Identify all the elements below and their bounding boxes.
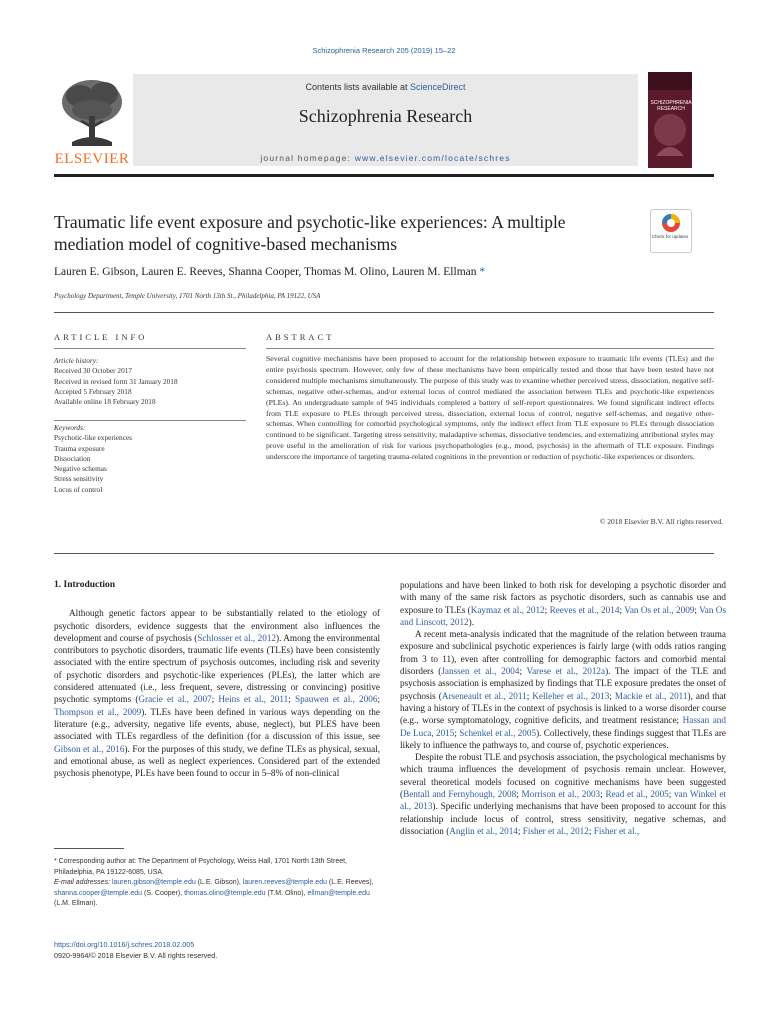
body-text-run: populations and have been linked to both risk for developing a psychotic disorder and with many of the same risk factors as psychotic disorders, such as cannabis use and exposure to TLEs ( [400, 580, 726, 615]
doi-block [54, 940, 217, 961]
citation-link[interactable]: Morrison et al., 2003 [521, 789, 601, 800]
email-addresses [54, 878, 386, 910]
email-owner: (T.M. Olino), [265, 889, 308, 897]
contents-prefix: Contents lists available at [305, 82, 411, 92]
body-text-run: A recent meta-analysis indicated that the magnitude of the relation between trauma exposure and subclinical psychotic experiences is fairly large (with odds ratios ranging from 3 to 11), even after controlling for demographic factors and comorbid mental disorders ( [400, 629, 726, 677]
abstract-copyright: © 2018 Elsevier B.V. All rights reserved. [599, 517, 723, 526]
cover-art-icon [648, 72, 692, 168]
body-rule [54, 553, 714, 554]
body-text-run: ), and that having a history of TLEs in the context of psychosis is linked to a worse disorder course (e.g., worse symptomatology, cognitive deficits, and treatment resistance; [400, 690, 727, 726]
author-list [54, 266, 485, 278]
citation-link[interactable]: Hassan and De Luca, 2015 [400, 715, 726, 738]
homepage-link[interactable]: www.elsevier.com/locate/schres [354, 153, 511, 163]
header-rule [54, 174, 714, 177]
journal-citation[interactable]: Schizophrenia Research 205 (2019) 15–22 [312, 46, 456, 55]
body-column-right [400, 579, 726, 837]
history-item: Received in revised form 31 January 2018 [54, 376, 178, 386]
keyword-item: Negative schemas [54, 464, 107, 474]
citation-link[interactable]: Reeves et al., 2014 [549, 604, 620, 615]
body-text-run: ). Specific underlying mechanisms that have been proposed to account for this relationship include locus of control, stress sensitivity, negative schemas, and dissociation ( [400, 801, 726, 836]
body-paragraph [400, 628, 726, 751]
email-link[interactable]: thomas.olino@temple.edu [184, 889, 266, 897]
article-title: Traumatic life event exposure and psychotic-like experiences: A multiple mediation model of cognitive-based mechanisms [54, 212, 566, 254]
doi-link[interactable]: https://doi.org/10.1016/j.schres.2018.02.005 [54, 940, 195, 949]
citation-link[interactable]: Van Os and Linscott, 2012 [400, 604, 727, 627]
citation-link[interactable]: van Winkel et al., 2013 [400, 789, 726, 812]
body-text-run: ; [454, 727, 460, 738]
history-item: Available online 18 February 2018 [54, 397, 156, 407]
citation-link[interactable]: Fisher et al., [593, 825, 640, 836]
check-updates-icon [651, 210, 691, 234]
email-owner: (L.M. Ellman). [54, 900, 98, 908]
history-item: Accepted 5 February 2018 [54, 386, 132, 396]
body-text-run: ; [517, 825, 523, 836]
citation-link[interactable]: Thompson et al., 2009 [54, 706, 142, 717]
body-text-run: ; [600, 789, 606, 800]
email-owner: (L.E. Reeves), [326, 879, 374, 887]
email-label: E-mail addresses: [54, 879, 112, 887]
body-text-run: Although genetic factors appear to be substantially related to the etiology of psychotic disorders, evidence suggests that the environment also influences the development and course of psychosis ( [54, 608, 380, 643]
citation-link[interactable]: Bentall and Fernyhough, 2008 [403, 789, 517, 800]
history-item: Received 30 October 2017 [54, 366, 133, 376]
email-link[interactable]: lauren.gibson@temple.edu [111, 879, 196, 887]
email-owner: (L.E. Gibson), [195, 879, 243, 887]
body-text-run: ). Among the environmental contributors to psychotic disorders, traumatic life events (TLEs) have been consistently associated with the entire spectrum of psychosis outcomes, including risk and severity of psychotic disorders and psychotic-like experiences (PLEs), the latter which are considered attenuated (i.e., less frequent, severe, distressing or convincing) positive psychotic symptoms ( [54, 632, 380, 705]
history-label: Article history: [54, 356, 99, 365]
citation-link[interactable]: Read et al., 2005 [605, 789, 669, 800]
abstract-rule [266, 348, 714, 349]
keywords-rule [54, 420, 246, 421]
citation-link[interactable]: Janssen et al., 2004 [441, 666, 520, 677]
keyword-item: Stress sensitivity [54, 474, 104, 484]
citation-link[interactable]: Schenkel et al., 2005 [459, 727, 537, 738]
citation-link[interactable]: Kelleher et al., 2013 [532, 690, 610, 701]
contents-available-line [133, 82, 638, 92]
journal-cover-thumbnail[interactable] [648, 72, 692, 168]
body-text-run: ; [694, 604, 700, 615]
keyword-item: Psychotic-like experiences [54, 433, 133, 443]
sciencedirect-link[interactable]: ScienceDirect [410, 82, 466, 92]
elsevier-wordmark: ELSEVIER [54, 151, 130, 167]
homepage-prefix: journal homepage: [260, 153, 355, 163]
body-text-run: ; [519, 666, 527, 677]
citation-link[interactable]: Mackie et al., 2011 [614, 690, 688, 701]
article-history [54, 356, 246, 407]
keyword-item: Dissociation [54, 453, 91, 463]
body-text-run: ). For the purposes of this study, we define TLEs as physical, sexual, and emotional abuse, as well as neglect experiences. Considered part of the extended psychosis phenotype, PLEs have been found to occur in 5–8% of non-clinical [54, 743, 380, 779]
citation-link[interactable]: Varese et al., 2012a [526, 666, 606, 677]
keyword-item: Trauma exposure [54, 443, 105, 453]
corresponding-address: * Corresponding author at: The Department of Psychology, Weiss Hall, 1701 North 13th Street, Philadelphia, PA 19122-6085, USA. [54, 858, 347, 876]
corresponding-author-mark[interactable]: * [476, 266, 486, 278]
body-text-run: ; [619, 604, 625, 615]
body-text-run: ; [377, 694, 380, 705]
section-heading-introduction: 1. Introduction [54, 580, 116, 590]
citation-link[interactable]: Arseneault et al., 2011 [441, 690, 527, 701]
keyword-item: Locus of control [54, 484, 103, 494]
body-text-run: ; [288, 694, 295, 705]
journal-title[interactable]: Schizophrenia Research [298, 106, 473, 126]
check-updates-label: Check for updates [651, 234, 689, 239]
body-text-run: ; [609, 690, 615, 701]
citation-link[interactable]: Van Os et al., 2009 [624, 604, 695, 615]
body-column-left [54, 579, 380, 779]
citation-link[interactable]: Gibson et al., 2016 [54, 743, 125, 754]
abstract-heading: ABSTRACT [266, 332, 335, 342]
body-text-run: ; [588, 825, 594, 836]
check-for-updates-button[interactable] [650, 209, 692, 253]
citation-link[interactable]: Anglin et al., 2014 [449, 825, 518, 836]
body-text-run: ; [211, 694, 219, 705]
citation-link[interactable]: Fisher et al., 2012 [522, 825, 589, 836]
citation-link[interactable]: Kaymaz et al., 2012 [470, 604, 545, 615]
body-text-run: ). The impact of the TLE and psychosis association is emphasized by findings that TLE exposure predates the onset of psychosis ( [400, 666, 727, 701]
citation-link[interactable]: Gracie et al., 2007 [138, 694, 212, 705]
body-text-run: Despite the robust TLE and psychosis association, the psychological mechanisms by which trauma influences the development of psychosis remain unclear. However, several theoretical models focused on cognitive mechanisms have been suggested ( [400, 752, 726, 800]
body-text-run: ). TLEs have been defined in various ways depending on the literature (e.g., adversity, negative life events, abuse, neglect), but PLES have been associated with TLEs regardless of the definition (for a discussion of this issue, see [54, 706, 380, 742]
email-link[interactable]: ellman@temple.edu [307, 889, 370, 897]
citation-link[interactable]: Heins et al., 2011 [218, 694, 289, 705]
keywords-label: Keywords: [54, 423, 86, 432]
cover-title: SCHIZOPHRENIA RESEARCH [650, 100, 692, 112]
section-rule [54, 312, 714, 313]
body-text-run: ; [526, 690, 533, 701]
article-info-heading: ARTICLE INFO [54, 332, 148, 342]
citation-link[interactable]: Schlosser et al., 2012 [197, 632, 277, 643]
keywords-list [54, 423, 246, 495]
corresponding-author-footnote [54, 857, 386, 910]
footnote-rule [54, 848, 124, 849]
authors-text: Lauren E. Gibson, Lauren E. Reeves, Shanna Cooper, Thomas M. Olino, Lauren M. Ellman [54, 266, 477, 278]
body-text-run: ). [468, 616, 475, 627]
body-paragraph [400, 751, 726, 837]
body-paragraph [54, 607, 380, 779]
body-paragraph [400, 579, 726, 628]
body-text-run: ; [544, 604, 550, 615]
article-info-rule [54, 348, 246, 349]
journal-homepage-line [133, 153, 638, 163]
body-text-run: ). Collectively, these findings suggest that TLEs are likely to influence the pathways to, and course of, psychotic experiences. [400, 727, 727, 750]
issn-copyright: 0920-9964/© 2018 Elsevier B.V. All rights reserved. [54, 950, 218, 960]
affiliation: Psychology Department, Temple University, 1701 North 13th St., Philadelphia, PA 19122, USA [54, 292, 321, 300]
abstract-text: Several cognitive mechanisms have been proposed to account for the relationship between exposure to traumatic life events (TLEs) and the entire psychosis spectrum. However, only few of these mechanisms have been empirically tested and those that have been tested have not considered multiple mechanisms simultaneously. The purpose of this study was to examine whether perceived stress, dissociation, negative self-schemas, negative other-schemas, and/or external locus of control mediated the association between TLEs and psychotic-like experiences (PLEs). An undergraduate sample of 945 individuals completed a battery of self-report questionnaires. We found significant indirect effects from TLE exposure to PLEs through perceived stress, dissociation, external locus of control, negative self-schemas, and negative other-schemas. When controlling for comorbid psychological symptoms, only the indirect effect from TLE exposure to PLEs through dissociation continued to be significant. Targeting stress sensitivity, maladaptive schemas, dissociative tendencies, and externalizing attributional styles may prove useful in the amelioration of risk for various psychopathologies (e.g., mood, psychosis) in the aftermath of TLE exposure. Findings underscore the importance of targeting trauma-related cognitions in the prevention or reduction of psychotic-like experiences or disorders. [266, 354, 714, 462]
email-link[interactable]: shanna.cooper@temple.edu [54, 889, 143, 897]
citation-link[interactable]: Spauwen et al., 2006 [294, 694, 378, 705]
body-text-run: ; [516, 789, 522, 800]
email-owner: (S. Cooper), [142, 889, 185, 897]
email-link[interactable]: lauren.reeves@temple.edu [242, 879, 327, 887]
body-text-run: ; [668, 789, 675, 800]
